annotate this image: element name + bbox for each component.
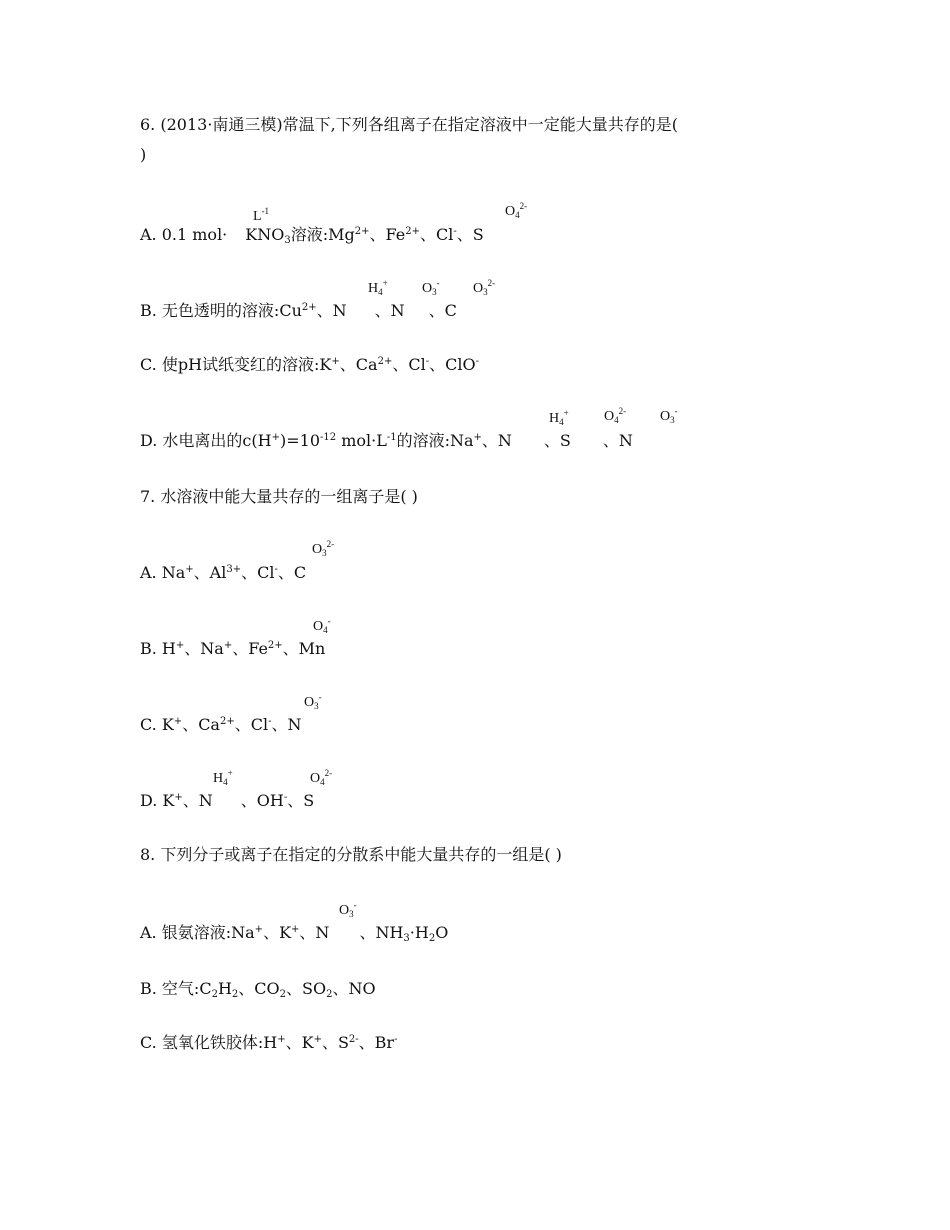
q6b-CO3-fraction: $O_3^{2-}$ [473, 278, 496, 297]
q8-option-b: B. 空气$:C_2H_2$、$CO_2$、$SO_2$、NO [140, 979, 376, 1000]
q6d-SO4-fraction: $O_4^{2-}$ [604, 406, 627, 425]
q6b-NO3-fraction: $O_3^-$ [422, 278, 440, 297]
q6-option-b: B. 无色透明的溶液$:Cu^{2+}$、N 、N 、C [140, 301, 457, 320]
q8-option-a: A. 银氨溶液:Na+、K+、N 、$NH_3\cdot H_2O$ [140, 923, 449, 944]
q7-stem: 7. 水溶液中能大量共存的一组离子是( ) [140, 487, 418, 506]
q7b-MnO4-fraction: $O_4^-$ [313, 616, 331, 635]
q6d-NH4-fraction: $H_4^+$ [549, 408, 569, 427]
q7-option-c: C. K+、$Ca^{2+}$、Cl-、N [140, 715, 302, 734]
q8a-NO3-fraction: $O_3^-$ [339, 900, 357, 919]
q7d-NH4-fraction: $H_4^+$ [213, 768, 233, 787]
q7d-SO4-fraction: $O_4^{2-}$ [310, 768, 333, 787]
q6a-SO4-fraction: $O_4^{2-}$ [505, 201, 528, 220]
q6-option-a: A. 0.1 $mol\cdot KNO_3$溶液$:Mg^{2+}$、$Fe^{2+}$、Cl-、S [140, 225, 484, 246]
q6d-NO3-fraction: $O_3^-$ [660, 406, 678, 425]
q6-stem-close: ) [140, 145, 147, 164]
q7-option-d: D. K+、N 、OH-、S [140, 791, 315, 810]
q7a-CO3-fraction: $O_3^{2-}$ [312, 539, 335, 558]
q8-stem: 8. 下列分子或离子在指定的分散系中能大量共存的一组是( ) [140, 845, 562, 864]
q6a-L-fraction: $L^{-1}$ [253, 206, 270, 224]
q8-option-c: C. 氢氧化铁胶体:H+、K+、$S^{2-}$、Br- [140, 1033, 398, 1052]
q7-option-b: B. H+、Na+、$Fe^{2+}$、Mn [140, 639, 326, 658]
q7c-NO3-fraction: $O_3^-$ [304, 692, 322, 711]
q6-stem: 6. (2013·南通三模)常温下,下列各组离子在指定溶液中一定能大量共存的是( [140, 115, 678, 134]
q6-option-c: C. 使pH试纸变红的溶液:K+、$Ca^{2+}$、Cl-、ClO- [140, 355, 479, 374]
q6-option-d: D. 水电离出的$c(H^+)=10^{-12}$ $mol\cdot L^{-1}$的溶液:Na+、N 、S 、N [140, 431, 633, 450]
q7-option-a: A. Na+、$Al^{3+}$、Cl-、C [140, 563, 307, 582]
q6b-NH4-fraction: $H_4^+$ [368, 278, 388, 297]
